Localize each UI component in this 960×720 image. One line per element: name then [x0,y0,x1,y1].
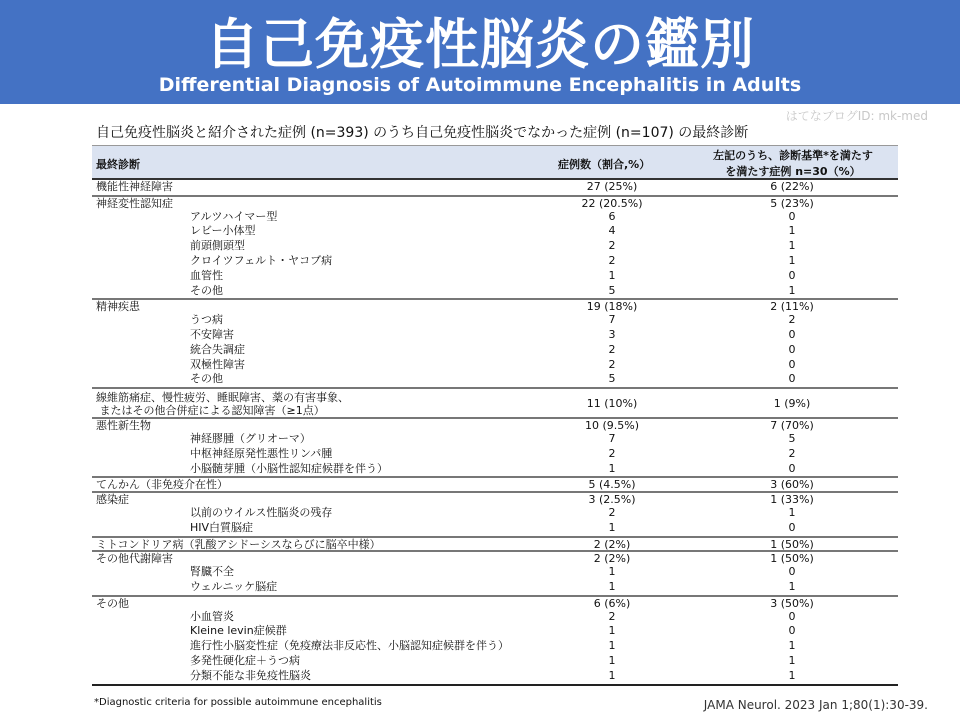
case-count-cell: 2 [608,253,616,267]
case-count-cell: 1 [608,639,616,653]
subitem-row [92,210,898,225]
criteria-cell: 0 [788,327,796,341]
subitem-row [92,580,898,595]
criteria-cell: 1 (33%) [770,493,814,507]
criteria-cell: 2 (11%) [770,300,814,314]
criteria-cell: 5 (23%) [770,196,814,210]
subitem-row [92,565,898,580]
case-count-cell: 5 [608,283,616,297]
criteria-cell: 1 [788,668,796,682]
title-banner [0,0,960,104]
diagnosis-cell: 腎臓不全 [190,565,234,579]
case-count-cell: 2 (2%) [593,537,631,551]
criteria-cell: 1 [788,283,796,297]
criteria-cell: 1 [788,653,796,667]
watermark: はてなブログID: mk-med [785,109,928,123]
group-row [92,180,898,195]
group-row [92,491,898,506]
criteria-cell: 1 [788,579,796,593]
subitem-row [92,462,898,477]
criteria-cell: 0 [788,520,796,534]
diagnosis-cell: てんかん（非免疫介在性） [96,478,228,492]
group-row [92,387,898,417]
case-count-cell: 2 [608,505,616,519]
criteria-cell: 2 [788,313,796,327]
subitem-row [92,506,898,521]
subitem-row [92,254,898,269]
case-count-cell: 6 (6%) [593,596,631,610]
case-count-cell: 2 [608,342,616,356]
criteria-cell: 0 [788,372,796,386]
subitem-row [92,284,898,299]
case-count-cell: 4 [608,224,616,238]
case-count-cell: 2 [608,609,616,623]
criteria-cell: 0 [788,609,796,623]
criteria-cell: 1 (50%) [770,552,814,566]
criteria-cell: 0 [788,624,796,638]
criteria-cell: 6 (22%) [770,180,814,193]
diagnosis-cell: ミトコンドリア病（乳酸アシドーシスならびに脳卒中様） [96,537,381,551]
case-count-cell: 1 [608,653,616,667]
criteria-cell: 1 [788,239,796,253]
case-count-cell: 3 [608,327,616,341]
diagnosis-cell: 以前のウイルス性脳炎の残存 [190,505,333,519]
criteria-cell: 3 (50%) [770,596,814,610]
header-case-count: 症例数（割合,%） [558,158,651,171]
case-count-cell: 7 [608,431,616,445]
diagnosis-cell: 神経変性認知症 [96,196,173,210]
subitem-row [92,624,898,639]
subitem-row [92,654,898,669]
page-title: 自己免疫性脳炎の鑑別 [205,13,755,76]
diagnosis-cell: その他 [190,283,223,297]
table-header [92,145,898,180]
diagnosis-cell: 小血管炎 [190,609,234,623]
case-count-cell: 2 [608,446,616,460]
subitem-row [92,639,898,654]
criteria-cell: 5 [788,431,796,445]
group-row [92,298,898,313]
case-count-cell: 2 [608,357,616,371]
citation: JAMA Neurol. 2023 Jan 1;80(1):30-39. [703,698,928,712]
group-row [92,536,898,551]
diagnosis-cell: 小脳髄芽腫（小脳性認知症候群を伴う） [190,461,388,475]
diagnosis-cell: クロイツフェルト・ヤコブ病 [190,253,333,267]
subitem-row [92,343,898,358]
criteria-cell: 0 [788,565,796,579]
case-count-cell: 1 [608,461,616,475]
case-count-cell: 22 (20.5%) [581,196,643,210]
subitem-row [92,610,898,625]
diagnosis-cell: 精神疾患 [96,300,140,314]
subitem-row [92,269,898,284]
criteria-cell: 0 [788,209,796,223]
diagnosis-cell: その他 [190,372,223,386]
subitem-row [92,447,898,462]
criteria-cell: 0 [788,342,796,356]
diagnosis-cell: 悪性新生物 [96,419,151,433]
criteria-cell: 1 [788,224,796,238]
criteria-cell: 3 (60%) [770,478,814,492]
case-count-cell: 11 (10%) [586,397,638,411]
case-count-cell: 7 [608,313,616,327]
subitem-row [92,521,898,536]
group-row [92,417,898,432]
subitem-row [92,328,898,343]
case-count-cell: 1 [608,565,616,579]
header-criteria-line2: を満たす症例 n=30（%） [725,165,861,178]
subitem-row [92,224,898,239]
case-count-cell: 1 [608,624,616,638]
case-count-cell: 10 (9.5%) [584,419,640,433]
diagnosis-cell: その他 [96,596,129,610]
case-count-cell: 5 [608,372,616,386]
group-row [92,476,898,491]
criteria-cell: 0 [788,461,796,475]
diagnosis-cell: 感染症 [96,493,129,507]
case-count-cell: 1 [608,579,616,593]
diagnosis-cell: 進行性小脳変性症（免疫療法非反応性、小脳認知症候群を伴う） [190,639,509,653]
diagnosis-cell: アルツハイマー型 [190,209,278,223]
diagnosis-cell: 双極性障害 [190,357,245,371]
criteria-cell: 2 [788,446,796,460]
table-caption: 自己免疫性脳炎と紹介された症例 (n=393) のうち自己免疫性脳炎でなかった症例 (n=107) の最終診断 [96,125,749,141]
subitem-row [92,313,898,328]
criteria-cell: 1 [788,505,796,519]
criteria-cell: 1 (50%) [770,537,814,551]
criteria-cell: 1 (9%) [773,397,811,411]
case-count-cell: 19 (18%) [586,300,638,314]
case-count-cell: 1 [608,268,616,282]
criteria-cell: 0 [788,357,796,371]
diagnosis-cell: 統合失調症 [190,342,245,356]
group-row [92,550,898,565]
case-count-cell: 2 (2%) [593,552,631,566]
case-count-cell: 1 [608,520,616,534]
case-count-cell: 27 (25%) [586,180,638,193]
diagnosis-cell: ウェルニッケ脳症 [190,579,278,593]
diagnosis-cell: 中枢神経原発性悪性リンパ腫 [190,446,333,460]
diagnosis-cell: 多発性硬化症＋うつ病 [190,653,300,667]
subitem-row [92,358,898,373]
subitem-row [92,669,898,684]
criteria-cell: 7 (70%) [770,419,814,433]
diagnosis-cell: うつ病 [190,313,223,327]
diagnosis-cell: HIV白質脳症 [190,520,254,534]
group-row [92,595,898,610]
diagnosis-table [92,145,898,686]
criteria-cell: 1 [788,253,796,267]
criteria-cell: 1 [788,639,796,653]
diagnosis-cell: Kleine levin症候群 [190,624,287,638]
diagnosis-cell: 神経膠腫（グリオーマ） [190,431,311,445]
subitem-row [92,239,898,254]
footnote: *Diagnostic criteria for possible autoimmune encephalitis [94,697,382,708]
diagnosis-cell: 線維筋痛症、慢性疲労、睡眠障害、薬の有害事象、 またはその他合併症による認知障害（≥1点） [96,391,349,418]
diagnosis-cell: その他代謝障害 [96,552,173,566]
group-row [92,195,898,210]
header-criteria-line1: 左記のうち、診断基準*を満たす [713,149,873,162]
table-bottom-rule [92,684,898,686]
diagnosis-cell: 血管性 [190,268,223,282]
case-count-cell: 2 [608,239,616,253]
case-count-cell: 6 [608,209,616,223]
page-subtitle: Differential Diagnosis of Autoimmune Encephalitis in Adults [158,74,802,96]
table-body [92,180,898,686]
subitem-row [92,372,898,387]
diagnosis-cell: 分類不能な非免疫性脳炎 [190,668,311,682]
diagnosis-cell: 不安障害 [190,327,234,341]
case-count-cell: 1 [608,668,616,682]
criteria-cell: 0 [788,268,796,282]
case-count-cell: 5 (4.5%) [588,478,636,492]
header-final-diagnosis: 最終診断 [96,158,140,171]
case-count-cell: 3 (2.5%) [588,493,636,507]
subitem-row [92,432,898,447]
diagnosis-cell: 機能性神経障害 [96,180,173,193]
diagnosis-cell: レビー小体型 [190,224,256,238]
diagnosis-cell: 前頭側頭型 [190,239,245,253]
